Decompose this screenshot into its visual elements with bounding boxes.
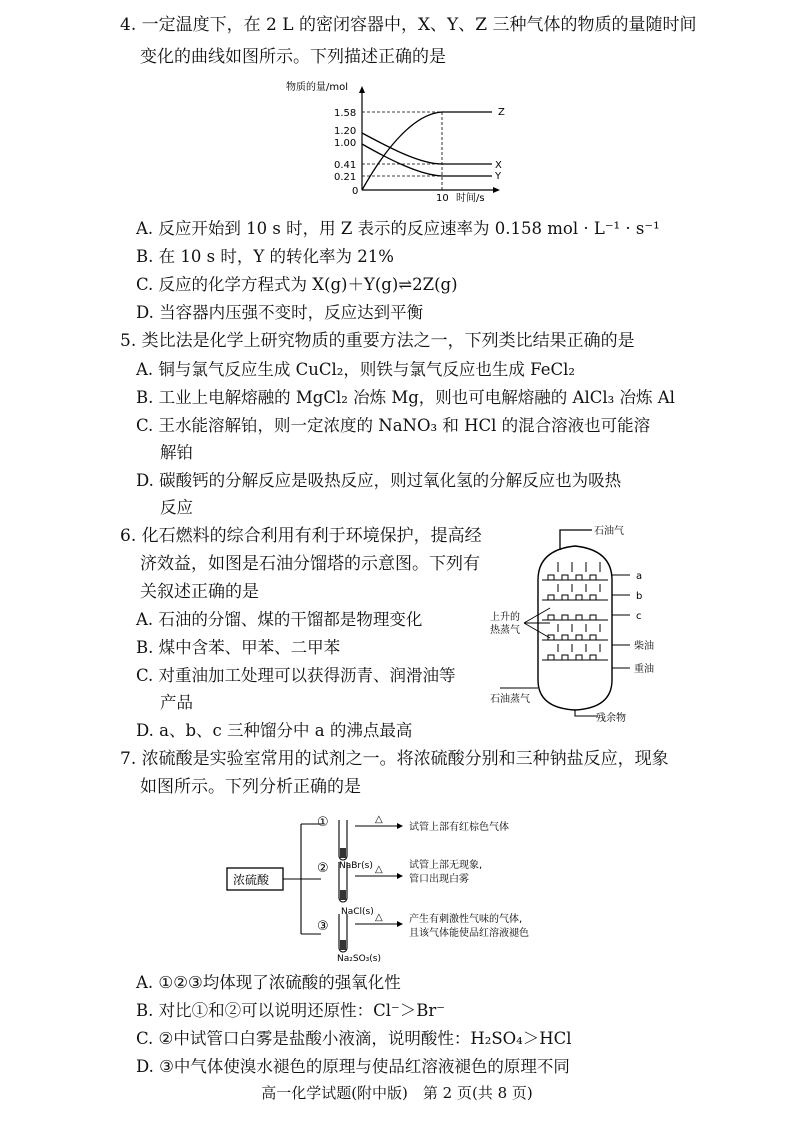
q7-option-b: B. 对比①和②可以说明还原性：Cl⁻＞Br⁻ (136, 1001, 445, 1020)
x-tick-10: 10 (436, 193, 449, 204)
q5-option-b: B. 工业上电解熔融的 MgCl₂ 冶炼 Mg，则也可电解熔融的 AlCl₃ 冶炼 Al (136, 388, 675, 407)
q5-stem: 5. 类比法是化学上研究物质的重要方法之一，下列类比结果正确的是 (120, 331, 635, 351)
q4-stem-line1: 4. 一定温度下，在 2 L 的密闭容器中，X、Y、Z 三种气体的物质的量随时间 (120, 15, 697, 35)
q7-stem-line2: 如图所示。下列分析正确的是 (140, 777, 361, 797)
series-y-line (362, 144, 492, 176)
label-residue: 残余物 (596, 713, 626, 724)
q6-option-b: B. 煤中含苯、甲苯、二甲苯 (136, 638, 341, 657)
q5-option-d-line2: 反应 (160, 498, 193, 517)
q4-option-b: B. 在 10 s 时，Y 的转化率为 21% (136, 247, 394, 266)
q6-option-c-line2: 产品 (160, 693, 193, 712)
y-ticks (334, 108, 358, 197)
q6-stem-line2: 济效益，如图是石油分馏塔的示意图。下列有 (140, 554, 480, 574)
fraction-b: b (636, 591, 643, 602)
q7-option-c: C. ②中试管口白雾是盐酸小液滴，说明酸性：H₂SO₄＞HCl (136, 1029, 572, 1048)
y-tick-label: 1.58 (334, 108, 357, 119)
q7-stem-line1: 7. 浓硫酸是实验室常用的试剂之一。将浓硫酸分别和三种钠盐反应，现象 (120, 749, 669, 769)
heat-2: △ (375, 864, 383, 875)
q4-option-c: C. 反应的化学方程式为 X(g)＋Y(g)⇌2Z(g) (136, 275, 458, 294)
page-footer: 高一化学试题(附中版) 第 2 页(共 8 页) (261, 1084, 533, 1102)
salt-1: NaBr(s) (339, 861, 373, 871)
fraction-diesel: 柴油 (634, 641, 654, 652)
y-tick-label: 0.21 (334, 172, 357, 183)
series-y-label: Y (495, 171, 502, 182)
tube-2-number: ② (317, 861, 329, 876)
q6-stem-line1: 6. 化石燃料的综合利用有利于环境保护，提高经 (120, 526, 482, 546)
q4-stem-line2: 变化的曲线如图所示。下列描述正确的是 (140, 47, 446, 67)
y-tick-label: 1.20 (334, 126, 357, 137)
y-tick-label: 1.00 (334, 138, 357, 149)
obs-1: 试管上部有红棕色气体 (409, 822, 509, 833)
series-x-label: X (495, 160, 502, 171)
q6-option-a: A. 石油的分馏、煤的干馏都是物理变化 (136, 610, 423, 629)
tube-1-number: ① (317, 815, 329, 830)
q5-option-c-line2: 解铂 (160, 443, 193, 462)
q6-stem-line3: 关叙述正确的是 (140, 582, 259, 602)
fraction-heavy-oil: 重油 (634, 664, 654, 675)
salt-3: Na₂SO₃(s) (337, 954, 381, 962)
fraction-a: a (636, 571, 643, 582)
q7-option-a: A. ①②③均体现了浓硫酸的强氧化性 (136, 973, 401, 992)
q4-option-a: A. 反应开始到 10 s 时，用 Z 表示的反应速率为 0.158 mol · L⁻¹ · s⁻¹ (136, 219, 660, 238)
obs-2-line2: 管口出现白雾 (409, 874, 469, 885)
q5-option-a: A. 铜与氯气反应生成 CuCl₂，则铁与氯气反应也生成 FeCl₂ (136, 360, 575, 379)
tube-3-number: ③ (317, 919, 329, 934)
obs-2-line1: 试管上部无现象, (409, 860, 483, 871)
q4-chart (280, 78, 520, 208)
q5-option-d-line1: D. 碳酸钙的分解反应是吸热反应，则过氧化氢的分解反应也为吸热 (136, 471, 622, 490)
obs-3-line2: 且该气体能使品红溶液褪色 (409, 928, 529, 939)
acid-label: 浓硫酸 (233, 873, 270, 887)
q5-option-c-line1: C. 王水能溶解铂，则一定浓度的 NaNO₃ 和 HCl 的混合溶液也可能溶 (136, 416, 651, 435)
heat-1: △ (375, 814, 383, 825)
y-tick-label: 0.41 (334, 160, 357, 171)
label-inlet: 石油蒸气 (490, 694, 530, 705)
heat-3: △ (375, 912, 383, 923)
q6-option-d: D. a、b、c 三种馏分中 a 的沸点最高 (136, 721, 413, 740)
chart-xlabel: 时间/s (456, 193, 485, 204)
chart-ylabel: 物质的量/mol (286, 82, 349, 93)
label-hot-vapor: 热蒸气 (490, 625, 520, 636)
obs-3-line1: 产生有刺激性气味的气体, (409, 914, 523, 925)
salt-2: NaCl(s) (341, 907, 374, 917)
q6-option-c-line1: C. 对重油加工处理可以获得沥青、润滑油等 (136, 666, 456, 685)
series-z-line (362, 112, 492, 190)
series-z-label: Z (498, 107, 505, 118)
y-tick-label: 0 (352, 186, 359, 197)
q4-option-d: D. 当容器内压强不变时，反应达到平衡 (136, 303, 424, 322)
sulfuric-acid-diagram (225, 812, 615, 962)
distillation-tower-diagram (480, 520, 680, 725)
fraction-c: c (636, 611, 642, 622)
label-rising: 上升的 (490, 612, 520, 623)
label-petroleum-gas: 石油气 (594, 526, 624, 537)
q7-option-d: D. ③中气体使溴水褪色的原理与使品红溶液褪色的原理不同 (136, 1057, 570, 1076)
